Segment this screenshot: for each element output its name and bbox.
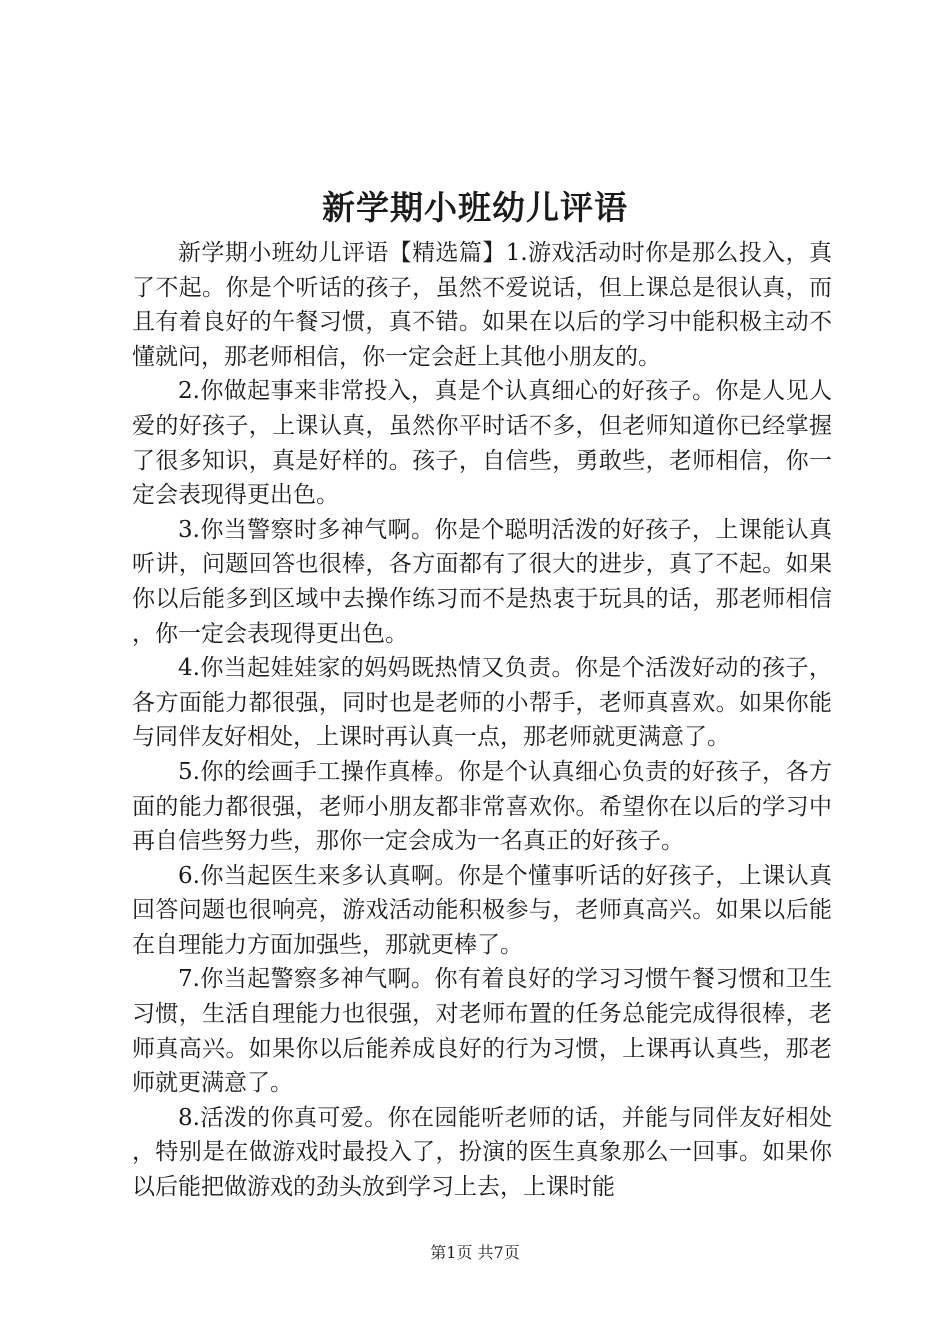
paragraph: 7.你当起警察多神气啊。你有着良好的学习习惯午餐习惯和卫生习惯，生活自理能力也很强，对老师布置的任务总能完成得很棒，老师真高兴。如果你以后能养成良好的行为习惯，上课再认真些，那老师就更满意了。	[132, 966, 832, 1097]
paragraph: 5.你的绘画手工操作真棒。你是个认真细心负责的好孩子，各方面的能力都很强，老师小朋友都非常喜欢你。希望你在以后的学习中再自信些努力些，那你一定会成为一名真正的好孩子。	[132, 758, 832, 855]
paragraph: 3.你当警察时多神气啊。你是个聪明活泼的好孩子，上课能认真听讲，问题回答也很棒，各方面都有了很大的进步，真了不起。如果你以后能多到区域中去操作练习而不是热衷于玩具的话，那老师相信，你一定会表现得更出色。	[132, 516, 832, 647]
paragraph: 6.你当起医生来多认真啊。你是个懂事听话的好孩子，上课认真回答问题也很响亮，游戏活动能积极参与，老师真高兴。如果以后能在自理能力方面加强些，那就更棒了。	[132, 862, 832, 958]
paragraph: 8.活泼的你真可爱。你在园能听老师的话，并能与同伴友好相处，特别是在做游戏时最投入了，扮演的医生真象那么一回事。如果你以后能把做游戏的劲头放到学习上去，上课时能	[132, 1104, 832, 1201]
paragraph: 2.你做起事来非常投入，真是个认真细心的好孩子。你是人见人爱的好孩子，上课认真，虽然你平时话不多，但老师知道你已经掌握了很多知识，真是好样的。孩子，自信些，勇敢些，老师相信，你一定会表现得更出色。	[132, 378, 832, 509]
paragraph: 新学期小班幼儿评语【精选篇】1.游戏活动时你是那么投入，真了不起。你是个听话的孩子，虽然不爱说话，但上课总是很认真，而且有着良好的午餐习惯，真不错。如果在以后的学习中能积极主动不懂就问，那老师相信，你一定会赶上其他小朋友的。	[132, 240, 832, 370]
document-body	[132, 236, 832, 1205]
page-number-footer: 第1页 共7页	[430, 1243, 520, 1262]
document-title: 新学期小班幼儿评语	[322, 188, 628, 227]
paragraph: 4.你当起娃娃家的妈妈既热情又负责。你是个活泼好动的孩子，各方面能力都很强，同时也是老师的小帮手，老师真喜欢。如果你能与同伴友好相处，上课时再认真一点，那老师就更满意了。	[132, 655, 832, 751]
